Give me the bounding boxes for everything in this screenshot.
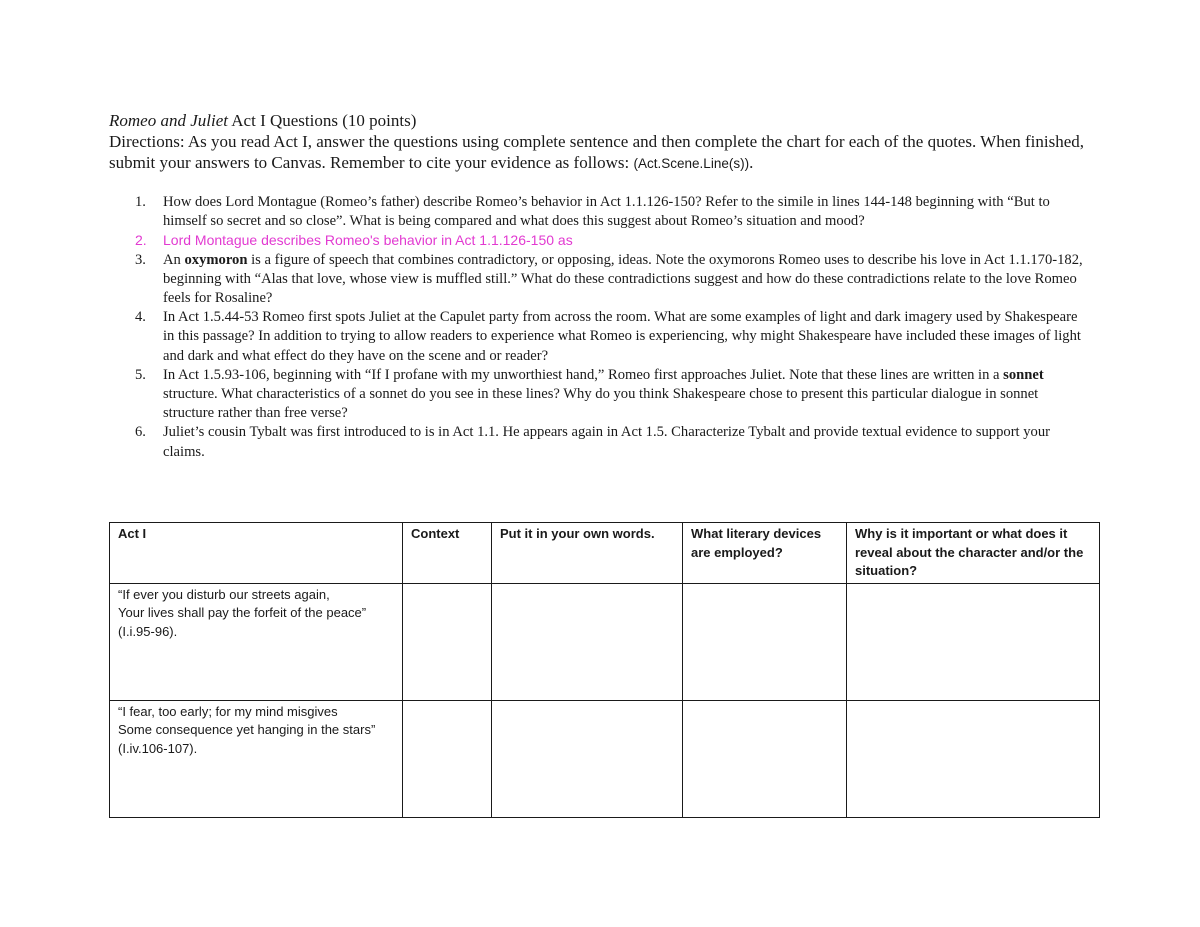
term-oxymoron: oxymoron bbox=[184, 251, 248, 268]
directions-text bbox=[109, 131, 1094, 174]
citation-format: (Act.Scene.Line(s)) bbox=[633, 156, 750, 171]
question-number: 5. bbox=[135, 366, 146, 383]
answer-text[interactable]: Lord Montague describes Romeo's behavior in Act 1.1.126-150 as bbox=[163, 232, 573, 249]
question-number: 6. bbox=[135, 424, 146, 441]
header-act: Act I bbox=[110, 523, 403, 584]
question-number: 3. bbox=[135, 251, 146, 268]
questions-list bbox=[109, 193, 1084, 462]
quote-citation: (I.iv.106-107). bbox=[118, 740, 198, 756]
question-number: 2. bbox=[135, 232, 147, 249]
term-sonnet: sonnet bbox=[1003, 366, 1044, 383]
question-4 bbox=[109, 308, 1084, 366]
quote-line: Your lives shall pay the forfeit of the peace” bbox=[118, 605, 367, 620]
answer-2[interactable] bbox=[109, 231, 1084, 250]
importance-cell[interactable] bbox=[847, 700, 1100, 817]
header-importance: Why is it important or what does it reveal about the character and/or the situation? bbox=[847, 523, 1100, 584]
question-number: 4. bbox=[135, 309, 146, 326]
question-text: How does Lord Montague (Romeo’s father) describe Romeo’s behavior in Act 1.1.126-150? Refer to the simile in lines 144-148 beginning with “But to himself so secret and so close”. What is being compared and what does this suggest about Romeo’s situation and mood? bbox=[163, 194, 1050, 230]
title-work-name: Romeo and Juliet bbox=[109, 111, 228, 130]
question-5 bbox=[109, 366, 1084, 424]
quote-cell bbox=[110, 583, 403, 700]
importance-cell[interactable] bbox=[847, 583, 1100, 700]
quote-citation: (I.i.95-96). bbox=[118, 623, 178, 639]
quote-line: “I fear, too early; for my mind misgives bbox=[118, 703, 338, 719]
own-words-cell[interactable] bbox=[492, 700, 683, 817]
question-text-pre: In Act 1.5.93-106, beginning with “If I profane with my unworthiest hand,” Romeo first approaches Juliet. Note that these lines are written in a bbox=[163, 366, 1004, 383]
question-text: Juliet’s cousin Tybalt was first introduced to is in Act 1.1. He appears again in Act 1.5. Characterize Tybalt and provide textual evidence to support your claims. bbox=[163, 424, 1051, 460]
quote-analysis-table bbox=[109, 522, 1100, 818]
document-title bbox=[109, 110, 1094, 131]
header-own-words: Put it in your own words. bbox=[492, 523, 683, 584]
question-6 bbox=[109, 423, 1084, 461]
question-text-post: structure. What characteristics of a sonnet do you see in these lines? Why do you think Shakespeare chose to present this particular dialogue in sonnet structure rather than free verse? bbox=[163, 386, 1039, 422]
document-header bbox=[109, 110, 1094, 174]
question-text: In Act 1.5.44-53 Romeo first spots Juliet at the Capulet party from across the room. What are some examples of light and dark imagery used by Shakespeare in this passage? In addition to trying to allow readers to experience what Romeo is experiencing, why might Shakespeare have included these images of light and dark and what effect do they have on the scene and or reader? bbox=[163, 309, 1081, 364]
question-text-pre: An bbox=[163, 251, 185, 268]
question-1 bbox=[109, 193, 1084, 231]
header-literary-devices: What literary devices are employed? bbox=[683, 523, 847, 584]
table-header-row bbox=[110, 523, 1100, 584]
quote-line: “If ever you disturb our streets again, bbox=[118, 586, 330, 602]
devices-cell[interactable] bbox=[683, 700, 847, 817]
question-number: 1. bbox=[135, 194, 146, 210]
context-cell[interactable] bbox=[403, 583, 492, 700]
header-context: Context bbox=[403, 523, 492, 584]
table-row bbox=[110, 700, 1100, 817]
question-3 bbox=[109, 251, 1084, 309]
quote-line: Some consequence yet hanging in the stars” bbox=[118, 722, 376, 737]
directions-end: . bbox=[749, 153, 754, 172]
quote-cell bbox=[110, 700, 403, 817]
directions-body: Directions: As you read Act I, answer the questions using complete sentence and then complete the chart for each of the quotes. When finished, submit your answers to Canvas. Remember to cite your evidence as follows: bbox=[109, 132, 1085, 172]
devices-cell[interactable] bbox=[683, 583, 847, 700]
context-cell[interactable] bbox=[403, 700, 492, 817]
question-text-post: is a figure of speech that combines contradictory, or opposing, ideas. Note the oxymorons Romeo uses to describe his love in Act 1.1.170-182, beginning with “Alas that love, whose view is muffled still.” What do these contradictions suggest and how do these contradictions relate to the love Romeo feels for Rosaline? bbox=[163, 251, 1083, 307]
own-words-cell[interactable] bbox=[492, 583, 683, 700]
table-row bbox=[110, 583, 1100, 700]
title-rest: Act I Questions (10 points) bbox=[227, 111, 417, 130]
